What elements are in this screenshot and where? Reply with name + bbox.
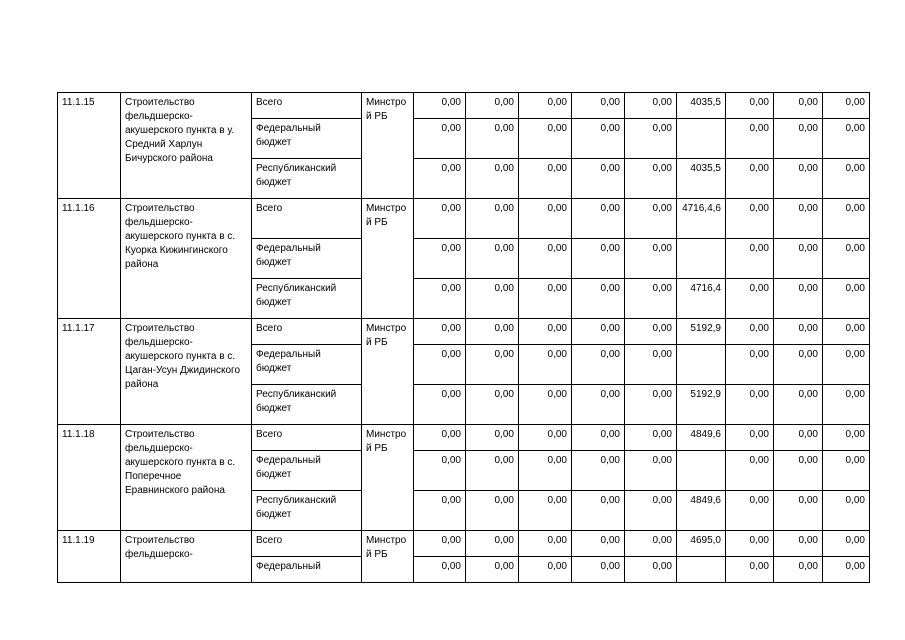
value-cell: 0,00 [774, 159, 823, 199]
value-cell: 0,00 [823, 385, 870, 425]
funding-table [57, 92, 870, 583]
funding-source: Всего [252, 319, 362, 345]
value-cell: 0,00 [625, 119, 677, 159]
value-cell: 0,00 [625, 345, 677, 385]
executor: Минстрой РБ [362, 199, 414, 319]
executor: Минстрой РБ [362, 93, 414, 199]
value-cell: 0,00 [572, 93, 625, 119]
value-cell: 0,00 [823, 93, 870, 119]
value-cell: 0,00 [519, 345, 572, 385]
value-cell: 0,00 [572, 531, 625, 557]
funding-source: Всего [252, 531, 362, 557]
table-row [58, 531, 870, 557]
document-page [57, 92, 870, 583]
value-cell: 0,00 [625, 425, 677, 451]
value-cell: 0,00 [726, 239, 774, 279]
value-cell: 0,00 [414, 199, 466, 239]
funding-source: Всего [252, 425, 362, 451]
value-cell: 0,00 [466, 385, 519, 425]
value-cell: 0,00 [466, 159, 519, 199]
value-cell: 0,00 [572, 279, 625, 319]
item-code: 11.1.16 [58, 199, 121, 319]
value-cell: 0,00 [414, 531, 466, 557]
table-row [58, 199, 870, 239]
value-cell: 0,00 [519, 159, 572, 199]
value-cell: 0,00 [519, 239, 572, 279]
item-name: Строительство фельдшерско-акушерского пункта в с. Куорка Кижингинского района [121, 199, 252, 319]
value-cell: 0,00 [466, 557, 519, 583]
value-cell: 0,00 [519, 319, 572, 345]
funding-source: Республиканский бюджет [252, 279, 362, 319]
item-name: Строительство фельдшерско- [121, 531, 252, 583]
funding-source: Республиканский бюджет [252, 491, 362, 531]
value-cell [677, 345, 726, 385]
value-cell [677, 239, 726, 279]
value-cell: 0,00 [519, 93, 572, 119]
table-body [58, 93, 870, 583]
value-cell: 4716,4,6 [677, 199, 726, 239]
value-cell: 0,00 [823, 119, 870, 159]
value-cell: 0,00 [625, 557, 677, 583]
value-cell: 0,00 [414, 159, 466, 199]
value-cell: 0,00 [519, 557, 572, 583]
executor: Минстрой РБ [362, 425, 414, 531]
value-cell: 0,00 [823, 345, 870, 385]
value-cell: 0,00 [726, 345, 774, 385]
value-cell: 0,00 [625, 491, 677, 531]
funding-source: Федеральный бюджет [252, 451, 362, 491]
value-cell: 0,00 [414, 425, 466, 451]
value-cell: 0,00 [726, 119, 774, 159]
value-cell: 0,00 [519, 451, 572, 491]
value-cell: 0,00 [572, 199, 625, 239]
value-cell: 0,00 [726, 319, 774, 345]
value-cell: 4849,6 [677, 425, 726, 451]
item-code: 11.1.17 [58, 319, 121, 425]
value-cell: 0,00 [625, 199, 677, 239]
value-cell: 0,00 [519, 491, 572, 531]
value-cell: 0,00 [572, 491, 625, 531]
value-cell: 5192,9 [677, 385, 726, 425]
value-cell: 4035,5 [677, 159, 726, 199]
value-cell: 0,00 [466, 319, 519, 345]
funding-source: Республиканский бюджет [252, 385, 362, 425]
value-cell: 0,00 [466, 531, 519, 557]
value-cell: 0,00 [414, 319, 466, 345]
value-cell: 0,00 [774, 451, 823, 491]
value-cell: 0,00 [519, 119, 572, 159]
value-cell: 0,00 [823, 531, 870, 557]
value-cell: 0,00 [726, 491, 774, 531]
value-cell: 0,00 [726, 425, 774, 451]
value-cell: 0,00 [414, 279, 466, 319]
value-cell: 4716,4 [677, 279, 726, 319]
item-code: 11.1.18 [58, 425, 121, 531]
value-cell: 0,00 [625, 239, 677, 279]
funding-source: Всего [252, 199, 362, 239]
funding-source: Федеральный [252, 557, 362, 583]
value-cell: 0,00 [625, 279, 677, 319]
value-cell: 0,00 [414, 119, 466, 159]
value-cell: 5192,9 [677, 319, 726, 345]
table-row [58, 425, 870, 451]
value-cell: 0,00 [774, 239, 823, 279]
value-cell: 4695,0 [677, 531, 726, 557]
value-cell: 0,00 [572, 239, 625, 279]
value-cell [677, 557, 726, 583]
value-cell: 0,00 [726, 199, 774, 239]
value-cell: 0,00 [414, 239, 466, 279]
funding-source: Федеральный бюджет [252, 345, 362, 385]
value-cell: 0,00 [823, 159, 870, 199]
value-cell: 0,00 [466, 279, 519, 319]
funding-source: Республиканский бюджет [252, 159, 362, 199]
value-cell: 0,00 [625, 159, 677, 199]
value-cell: 0,00 [726, 279, 774, 319]
value-cell: 0,00 [726, 451, 774, 491]
value-cell: 0,00 [823, 319, 870, 345]
value-cell: 0,00 [414, 557, 466, 583]
value-cell: 0,00 [466, 345, 519, 385]
value-cell: 0,00 [823, 451, 870, 491]
value-cell: 0,00 [466, 451, 519, 491]
value-cell: 0,00 [414, 385, 466, 425]
value-cell: 0,00 [823, 491, 870, 531]
value-cell: 0,00 [414, 451, 466, 491]
value-cell: 0,00 [625, 385, 677, 425]
item-code: 11.1.15 [58, 93, 121, 199]
value-cell: 0,00 [774, 279, 823, 319]
value-cell: 0,00 [466, 119, 519, 159]
value-cell: 0,00 [625, 531, 677, 557]
value-cell: 0,00 [519, 199, 572, 239]
value-cell: 0,00 [774, 531, 823, 557]
item-name: Строительство фельдшерско-акушерского пункта в с. Цаган-Усун Джидинского района [121, 319, 252, 425]
value-cell: 0,00 [726, 93, 774, 119]
value-cell: 0,00 [774, 319, 823, 345]
value-cell: 0,00 [572, 557, 625, 583]
value-cell: 0,00 [774, 425, 823, 451]
value-cell: 0,00 [625, 93, 677, 119]
value-cell: 0,00 [466, 491, 519, 531]
item-code: 11.1.19 [58, 531, 121, 583]
value-cell: 0,00 [466, 93, 519, 119]
value-cell: 0,00 [774, 199, 823, 239]
value-cell: 0,00 [572, 319, 625, 345]
value-cell: 0,00 [572, 345, 625, 385]
funding-source: Всего [252, 93, 362, 119]
value-cell: 0,00 [774, 345, 823, 385]
value-cell [677, 451, 726, 491]
value-cell: 0,00 [414, 345, 466, 385]
value-cell: 0,00 [823, 279, 870, 319]
value-cell: 0,00 [466, 199, 519, 239]
value-cell: 0,00 [726, 531, 774, 557]
value-cell: 0,00 [823, 239, 870, 279]
executor: Минстрой РБ [362, 319, 414, 425]
value-cell: 0,00 [572, 119, 625, 159]
value-cell: 0,00 [726, 159, 774, 199]
value-cell: 0,00 [774, 93, 823, 119]
value-cell: 4849,6 [677, 491, 726, 531]
value-cell: 4035,5 [677, 93, 726, 119]
value-cell: 0,00 [774, 557, 823, 583]
value-cell: 0,00 [572, 451, 625, 491]
item-name: Строительство фельдшерско-акушерского пункта в с. Поперечное Еравнинского района [121, 425, 252, 531]
value-cell: 0,00 [572, 385, 625, 425]
value-cell: 0,00 [774, 385, 823, 425]
table-row [58, 93, 870, 119]
value-cell: 0,00 [823, 425, 870, 451]
funding-source: Федеральный бюджет [252, 239, 362, 279]
value-cell: 0,00 [625, 319, 677, 345]
value-cell: 0,00 [414, 93, 466, 119]
executor: Минстрой РБ [362, 531, 414, 583]
value-cell: 0,00 [823, 557, 870, 583]
value-cell: 0,00 [726, 385, 774, 425]
value-cell: 0,00 [519, 425, 572, 451]
value-cell: 0,00 [625, 451, 677, 491]
value-cell: 0,00 [519, 531, 572, 557]
value-cell: 0,00 [519, 385, 572, 425]
value-cell: 0,00 [823, 199, 870, 239]
value-cell: 0,00 [572, 159, 625, 199]
value-cell: 0,00 [414, 491, 466, 531]
value-cell: 0,00 [466, 425, 519, 451]
funding-source: Федеральный бюджет [252, 119, 362, 159]
value-cell: 0,00 [726, 557, 774, 583]
value-cell [677, 119, 726, 159]
value-cell: 0,00 [572, 425, 625, 451]
value-cell: 0,00 [774, 491, 823, 531]
table-row [58, 319, 870, 345]
value-cell: 0,00 [774, 119, 823, 159]
value-cell: 0,00 [466, 239, 519, 279]
value-cell: 0,00 [519, 279, 572, 319]
item-name: Строительство фельдшерско-акушерского пункта в у. Средний Харлун Бичурского района [121, 93, 252, 199]
